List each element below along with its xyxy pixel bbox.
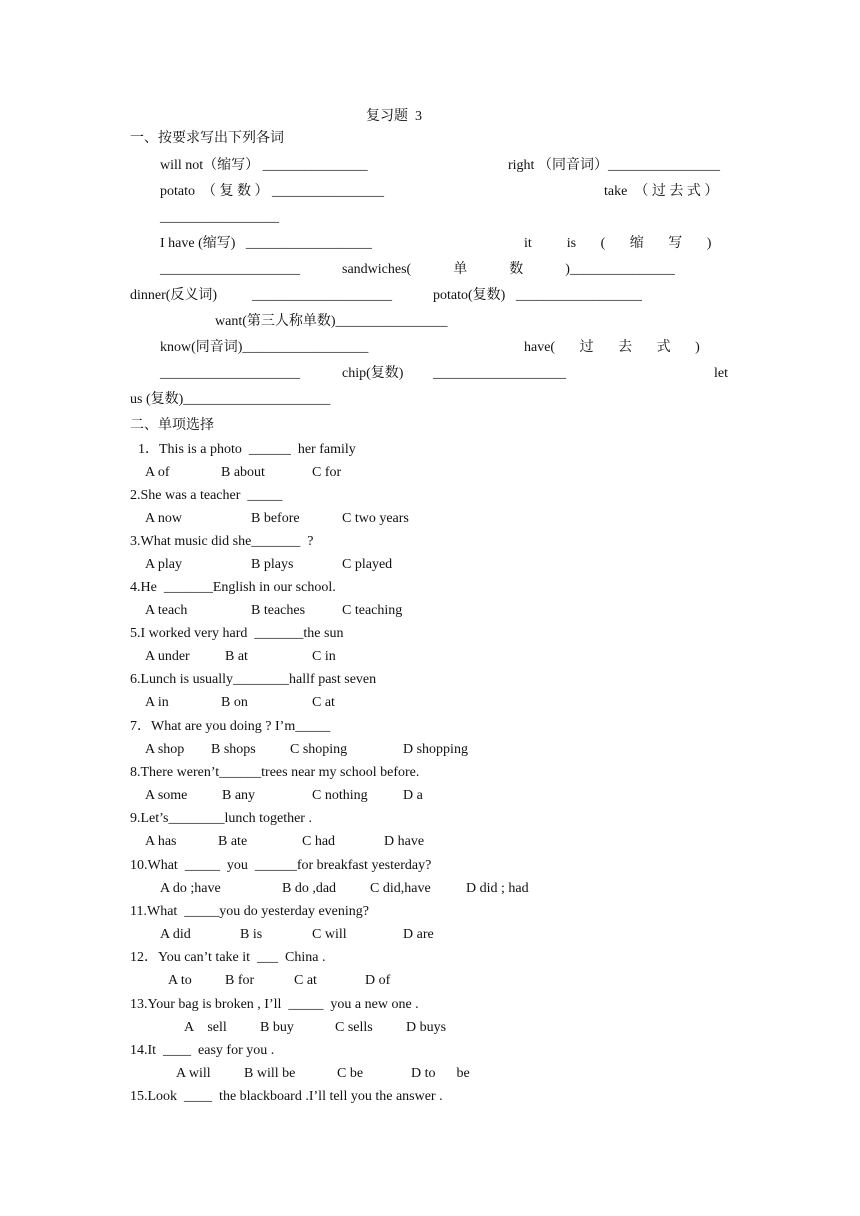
question-5: 5.I worked very hard _______the sun: [130, 626, 344, 641]
q13-option-d: D buys: [406, 1020, 447, 1035]
s1-line-dinner: dinner(反义词): [130, 288, 218, 303]
q5-option-b: B at: [225, 649, 248, 664]
q6-option-a: A in: [145, 695, 169, 710]
q1-option-a: A of: [145, 465, 170, 480]
s1-line-have-past-blank: ____________________: [160, 366, 300, 381]
s1-line-dinner-blank: ____________________: [252, 288, 392, 303]
q10-option-c: C did,have: [370, 881, 431, 896]
q7-option-a: A shop: [145, 742, 185, 757]
s1-line-will-not: will not（缩写） _______________: [160, 158, 368, 173]
question-1: 1．This is a photo ______ her family: [138, 442, 356, 457]
q9-option-b: B ate: [218, 834, 248, 849]
q13-option-c: C sells: [335, 1020, 373, 1035]
q8-option-b: B any: [222, 788, 256, 803]
question-10: 10.What _____ you ______for breakfast yesterday?: [130, 858, 432, 873]
q5-option-a: A under: [145, 649, 190, 664]
q6-option-b: B on: [221, 695, 248, 710]
question-2: 2.She was a teacher _____: [130, 488, 283, 503]
question-6: 6.Lunch is usually________hallf past seven: [130, 672, 377, 687]
s1-line-chip: chip(复数): [342, 366, 404, 381]
q3-option-a: A play: [145, 557, 182, 572]
q14-option-c: C be: [337, 1066, 364, 1081]
question-7: 7．What are you doing ? I’m_____: [130, 719, 331, 734]
q4-option-b: B teaches: [251, 603, 306, 618]
s1-line-have-past: have( 过 去 式 ): [524, 340, 700, 355]
q2-option-b: B before: [251, 511, 300, 526]
s1-line-it-is: it is ( 缩 写 ): [524, 236, 712, 251]
q7-option-c: C shoping: [290, 742, 348, 757]
s1-line-want: want(第三人称单数)________________: [215, 314, 448, 329]
question-4: 4.He _______English in our school.: [130, 580, 336, 595]
s1-line-us: us (复数)_____________________: [130, 392, 331, 407]
section2-heading: 二、单项选择: [130, 418, 214, 433]
question-13: 13.Your bag is broken , I’ll _____ you a new one .: [130, 997, 419, 1012]
s1-line-i-have: I have (缩写) __________________: [160, 236, 372, 251]
s1-line-right: right （同音词）________________: [508, 158, 720, 173]
q9-option-a: A has: [145, 834, 177, 849]
q8-option-c: C nothing: [312, 788, 368, 803]
q2-option-a: A now: [145, 511, 182, 526]
q12-option-d: D of: [365, 973, 391, 988]
question-15: 15.Look ____ the blackboard .I’ll tell you the answer .: [130, 1089, 443, 1104]
q8-option-a: A some: [145, 788, 188, 803]
q13-option-b: B buy: [260, 1020, 294, 1035]
q8-option-d: D a: [403, 788, 423, 803]
q7-option-d: D shopping: [403, 742, 468, 757]
question-8: 8.There weren’t______trees near my school before.: [130, 765, 420, 780]
q14-option-d: D to be: [411, 1066, 470, 1081]
q7-option-b: B shops: [211, 742, 256, 757]
q3-option-b: B plays: [251, 557, 294, 572]
question-3: 3.What music did she_______ ?: [130, 534, 314, 549]
q2-option-c: C two years: [342, 511, 409, 526]
question-11: 11.What _____you do yesterday evening?: [130, 904, 369, 919]
q9-option-d: D have: [384, 834, 425, 849]
s1-line-know: know(同音词)__________________: [160, 340, 369, 355]
q12-option-a: A to: [168, 973, 192, 988]
q1-option-b: B about: [221, 465, 265, 480]
q11-option-b: B is: [240, 927, 263, 942]
q13-option-a: A sell: [184, 1020, 227, 1035]
page-title: 复习题 3: [366, 109, 422, 124]
q11-option-d: D are: [403, 927, 434, 942]
q1-option-c: C for: [312, 465, 342, 480]
q10-option-a: A do ;have: [160, 881, 221, 896]
s1-line-chip-blank: ___________________: [433, 366, 566, 381]
q9-option-c: C had: [302, 834, 336, 849]
q11-option-c: C will: [312, 927, 347, 942]
s1-line-let: let: [714, 366, 728, 381]
q4-option-a: A teach: [145, 603, 188, 618]
q11-option-a: A did: [160, 927, 191, 942]
question-9: 9.Let’s________lunch together .: [130, 811, 312, 826]
question-12: 12．You can’t take it ___ China .: [130, 950, 326, 965]
q14-option-a: A will: [176, 1066, 211, 1081]
s1-line-potato: potato （ 复 数 ） ________________: [160, 184, 384, 199]
q5-option-c: C in: [312, 649, 336, 664]
s1-line-it-is-blank: ____________________: [160, 262, 300, 277]
s1-line-take: take （ 过 去 式 ）: [604, 184, 719, 199]
s1-line-potato-plural: potato(复数) __________________: [433, 288, 642, 303]
q10-option-d: D did ; had: [466, 881, 529, 896]
q14-option-b: B will be: [244, 1066, 296, 1081]
s1-line-take-blank: _________________: [160, 210, 279, 225]
section1-heading: 一、按要求写出下列各词: [130, 131, 284, 146]
s1-line-sandwiches: sandwiches( 单 数 )_______________: [342, 262, 675, 277]
q12-option-b: B for: [225, 973, 255, 988]
q4-option-c: C teaching: [342, 603, 403, 618]
q10-option-b: B do ,dad: [282, 881, 337, 896]
q6-option-c: C at: [312, 695, 335, 710]
question-14: 14.It ____ easy for you .: [130, 1043, 275, 1058]
q3-option-c: C played: [342, 557, 393, 572]
q12-option-c: C at: [294, 973, 317, 988]
